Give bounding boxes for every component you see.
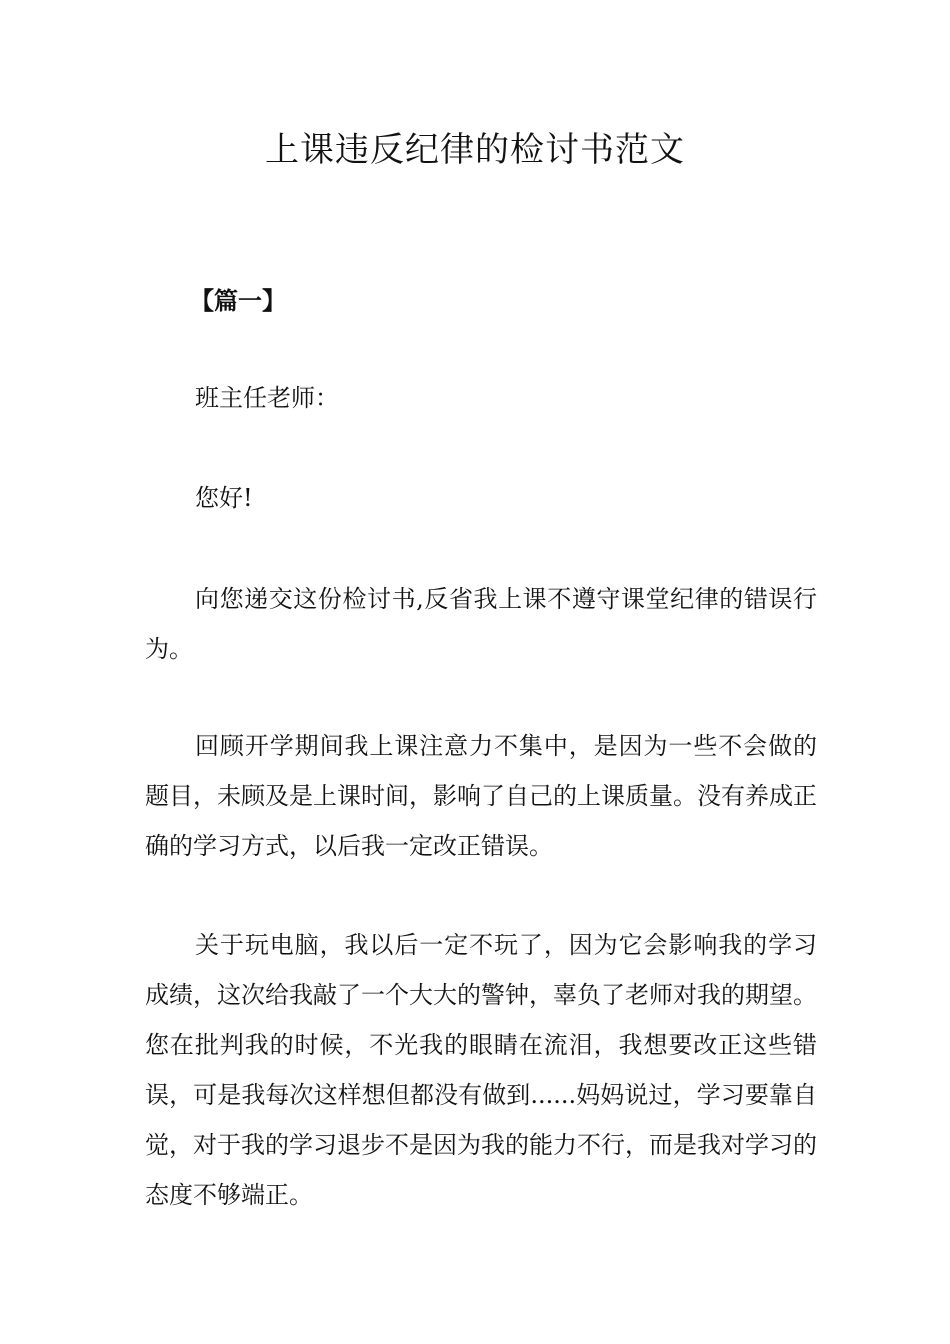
paragraph-1: 向您递交这份检讨书,反省我上课不遵守课堂纪律的错误行为。	[145, 585, 817, 663]
section-heading: 【篇一】	[190, 286, 286, 315]
paragraph-3: 关于玩电脑，我以后一定不玩了，因为它会影响我的学习成绩，这次给我敲了一个大大的警钟，辜负了老师对我的期望。您在批判我的时候，不光我的眼睛在流泪，我想要改正这些错误，可是我每次这样想但都没有做到......妈妈说过，学习要靠自觉，对于我的学习退步不是因为我的能力不行，而是我对学习的态度不够端正。	[145, 931, 817, 1209]
paragraph-2: 回顾开学期间我上课注意力不集中，是因为一些不会做的题目，未顾及是上课时间，影响了自己的上课质量。没有养成正确的学习方式，以后我一定改正错误。	[145, 732, 817, 860]
document-title: 上课违反纪律的检讨书范文	[265, 130, 685, 170]
salutation: 班主任老师：	[195, 384, 339, 412]
greeting: 您好!	[195, 484, 253, 512]
